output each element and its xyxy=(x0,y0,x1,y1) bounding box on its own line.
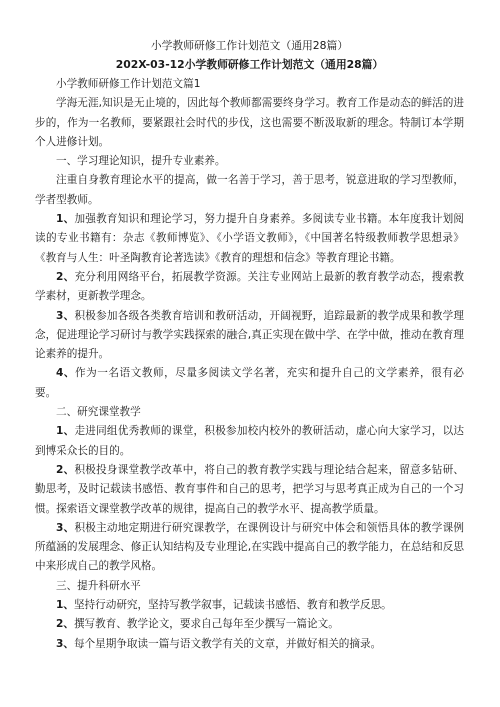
paragraph xyxy=(35,307,464,365)
document-subtitle: 202X-03-12小学教师研修工作计划范文（通用28篇） xyxy=(115,58,384,71)
paragraph-text: 二、研究课堂教学 xyxy=(56,406,141,419)
paragraph-text: 作为一名语文教师，尽量多阅读文学名著，充实和提升自己的文学素养，很有必要。 xyxy=(35,367,465,399)
paragraph-text: 每个星期争取读一篇与语文教学有关的文章，并做好相关的摘录。 xyxy=(73,637,382,650)
paragraph xyxy=(35,615,464,634)
paragraph-number: 1、 xyxy=(56,599,74,612)
paragraph-text: 坚持行动研究，坚持写教学叙事，记载读书感悟、教育和教学反思。 xyxy=(73,599,392,612)
paragraph-text: 充分利用网络平台，拓展教学资源。关注专业网站上最新的教育教学动态，搜索教学素材，更新教学理念。 xyxy=(35,270,464,303)
article-heading: 小学教师研修工作计划范文篇1 xyxy=(56,78,201,90)
paragraph xyxy=(35,210,464,268)
paragraph-number: 3、 xyxy=(56,521,75,534)
paragraph-text: 撰写教育、教学论文，要求自己每年至少撰写一篇论文。 xyxy=(73,618,339,631)
paragraph xyxy=(35,94,464,152)
paragraph-text: 一、学习理论知识，提升专业素养。 xyxy=(56,155,226,168)
paragraph-number: 1、 xyxy=(56,425,75,438)
paragraph xyxy=(35,403,464,422)
paragraph-number: 4、 xyxy=(56,367,76,380)
paragraph xyxy=(35,171,464,210)
paragraph-number: 3、 xyxy=(56,637,74,650)
paragraph-text: 三、提升科研水平 xyxy=(56,579,141,592)
paragraph xyxy=(35,596,464,615)
paragraph xyxy=(35,268,464,307)
paragraph-text: 积极投身课堂教学改革中，将自己的教育教学实践与理论结合起来，留意多钻研、勤思考，及时记载读书感悟、教育事件和自己的思考，把学习与思考真正成为自己的一个习惯。探索语文课堂教学改革的规律，提高自己的教学水平、提高教学质量。 xyxy=(35,463,464,515)
paragraph xyxy=(35,577,464,596)
paragraph xyxy=(35,635,464,654)
paragraph-text: 加强教育知识和理论学习，努力提升自身素养。多阅读专业书籍。本年度我计划阅读的专业书籍有：杂志《教师博览》、《小学语文教师》，《中国著名特级教师教学思想录》《教育与人生：叶圣陶教育论著选读》《教育的理想和信念》等教育理论书籍。 xyxy=(35,213,464,264)
paragraph-text: 走进同组优秀教师的课堂，积极参加校内校外的教研活动，虚心向大家学习，以达到博采众长的目的。 xyxy=(35,425,464,457)
document-title: 小学教师研修工作计划范文（通用28篇） xyxy=(150,39,349,52)
paragraph-number: 3、 xyxy=(56,309,75,322)
paragraph xyxy=(35,519,464,577)
paragraph xyxy=(35,152,464,171)
paragraph-text: 积极主动地定期进行研究课教学，在课例设计与研究中体会和领悟具体的教学课例所蕴涵的发展理念、修正认知结构及专业理论,在实践中提高自己的教学能力，在总结和反思中来形成自己的教学风格。 xyxy=(35,521,464,573)
paragraph-number: 1、 xyxy=(56,213,75,226)
paragraph-text: 学海无涯,知识是无止境的，因此每个教师都需要终身学习。教育工作是动态的鲜活的进步的，作为一名教师，要紧跟社会时代的步伐，这也需要不断汲取新的理念。特制订本学期个人进修计划。 xyxy=(35,97,464,148)
paragraph xyxy=(35,422,464,461)
paragraph xyxy=(35,364,464,403)
paragraph xyxy=(35,461,464,519)
paragraph-number: 2、 xyxy=(56,463,75,476)
paragraph-text: 积极参加各级各类教育培训和教研活动，开阔视野，追踪最新的教学成果和教学理念，促进理论学习研讨与教学实践探索的融合,真正实现在做中学、在学中做，推动在教育理论素养的提升。 xyxy=(35,309,464,361)
paragraph-list xyxy=(35,94,464,654)
paragraph-text: 注重自身教育理论水平的提高，做一名善于学习，善于思考，锐意进取的学习型教师，学者型教师。 xyxy=(35,174,464,206)
paragraph-number: 2、 xyxy=(56,618,74,631)
paragraph-number: 2、 xyxy=(56,270,75,283)
